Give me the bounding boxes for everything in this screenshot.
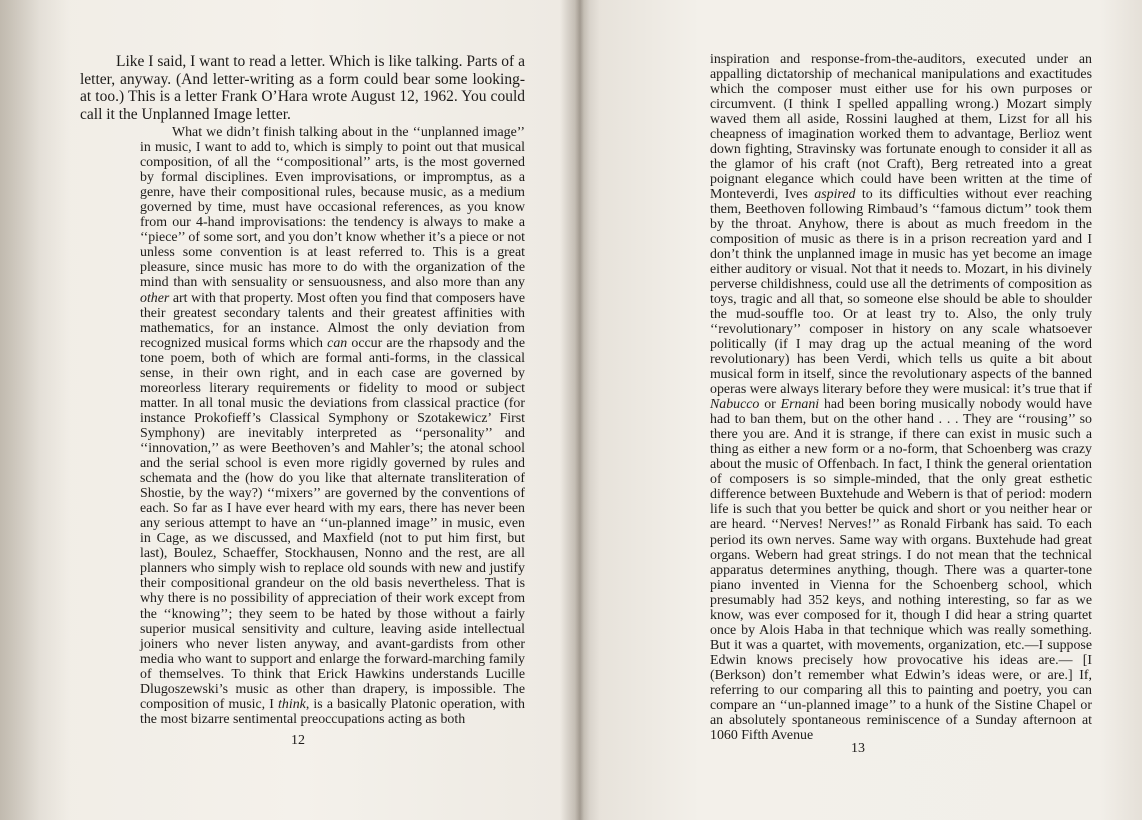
continuation-italic: Ernani	[780, 397, 820, 413]
letter-quote-paragraph	[140, 125, 525, 727]
right-page	[580, 0, 1142, 820]
continuation-text: or	[759, 397, 781, 413]
quote-text: art with that property. Most often you find that composers have their greatest secondary talents and their greatest affinities with mathematics, for an instance. Almost the only deviation from recognized musical forms which	[140, 290, 525, 351]
quote-text: occur are the rhapsody and the tone poem, both of which are formal anti-forms, in the classical sense, in their own right, and in each case are governed by moreorless literary requirements or fidelity to mood or subject matter. In all tonal music the deviations from classical practice (for instance Prokofieff’s Classical Symphony or Szotakewicz’ First Symphony) are inevitably interpreted as ‘‘personality’’ and ‘‘innovation,’’ as were Beethoven’s and Mahler’s; the atonal school and the serial school is even more rigidly governed by rules and schemata and the (how do you like that alternate transliteration of Shostie, by the way?) ‘‘mixers’’ are governed by the conventions of each. So far as I have ever heard with my ears, there has never been any serious attempt to have an ‘‘un-planned image’’ in music, even in Cage, as we discussed, and Maxfield (not to put him first, but last), Boulez, Schaeffer, Stockhausen, Nonno and the rest, are all planners who simply wish to replace old sounds with new and justify their compositional grandeur on the old basis nevertheless. That is why there is no possibility of appreciation of their work except from the ‘‘knowing’’; they seem to be hated by those without a fairly superior musical sensitivity and culture, leaving aside intellectual joiners who never listen anyway, and avant-gardists from other media who want to support and enlarge the forward-marching family of themselves. To think that Erick Hawkins understands Lucille Dlugoszewski’s music as other than drapery, is impossible. The composition of music, I	[140, 335, 525, 712]
continuation-text: had been boring musically nobody would have had to ban them, but on the other hand . . . They are ‘‘rousing’’ so there you are. And it is strange, if there can exist in music such a thing as either a new form or a no-form, that Schoenberg was crazy about the music of Offenbach. In fact, I think the general orientation of composers is so simple-minded, that the only great esthetic difference between Buxtehude and Webern is that of period: modern life is such that you better be quick and short or you neither hear or are heard. ‘‘Nerves! Nerves!’’ as Ronald Firbank has said. To each period its own nerves. Same way with organs. Buxtehude had great organs. Webern had great strings. I do not mean that the technical apparatus determines anything, though. There was a quarter-tone piano invented in Vienna for the Schoenberg school, which presumably had 352 keys, and nothing interesting, so far as we know, was ever composed for it, though I did hear a string quartet once by Alois Haba in that technique which was really something. But it was a quartet, with movements, organization, etc.—I suppose Edwin knows precisely how provocative his ideas are.— [I (Berkson) don’t remember what Edwin’s ideas were, or are.] If, referring to our comparing all this to painting and poetry, you can compare an ‘‘un-planned image’’ to a hunk of the Sistine Chapel or an absolutely spontaneous reminiscence of a Sunday afternoon at 1060 Fifth Avenue	[710, 397, 1092, 743]
letter-continuation-paragraph	[710, 52, 1092, 743]
page-number-right: 13	[851, 741, 865, 756]
quote-italic: can	[327, 335, 348, 351]
intro-paragraph: Like I said, I want to read a letter. Which is like talking. Parts of a letter, anyway. (And letter-writing as a form could bear some looking-at too.) This is a letter Frank O’Hara wrote August 12, 1962. You could call it the Unplanned Image letter.	[80, 53, 525, 123]
continuation-italic: aspired	[814, 187, 856, 203]
continuation-italic: Nabucco	[710, 397, 760, 413]
quote-text: , is a basically Platonic operation, with the most bizarre sentimental preoccupations acting as both	[140, 696, 526, 727]
continuation-text: to its difficulties without ever reaching them, Beethoven following Rimbaud’s ‘‘famous dictum’’ took them by the throat. Anyhow, there is about as much freedom in the composition of music as there is in a prison recreation yard and I don’t think the unplanned image in music has yet become an image either auditory or visual. Not that it needs to. Mozart, in his divinely perverse childishness, could use all the detriments of composition as toys, tragic and all that, so someone else should be able to shoulder the mud-souffle too. Or at least try to. Also, the only truly ‘‘revolutionary’’ composer in history on any scale whatsoever politically (if I may drag up the actual meaning of the word revolutionary) has been Verdi, which tells us quite a bit about musical form in itself, since the revolutionary aspects of the banned operas were always literary before they were musical: it’s true that if	[710, 187, 1092, 398]
quote-italic: other	[140, 290, 170, 306]
quote-italic: think	[278, 696, 306, 712]
page-number-left: 12	[291, 733, 305, 748]
continuation-text: inspiration and response-from-the-auditors, executed under an appalling dictatorship of mechanical manipulations and exactitudes which the composer must either use for his own purposes or circumvent. (I think I spelled appalling wrong.) Mozart simply waved them all aside, Rossini laughed at them, Lizst for all his cheapness of imagination worked them to advantage, Berlioz went down fighting, Stravinsky was fortunate enough to consider it all as the glamor of his craft (not Craft), Berg retreated into a great poignant elegance which could have been written at the time of Monteverdi, Ives	[710, 52, 1092, 203]
quote-text: What we didn’t finish talking about in the ‘‘unplanned image’’ in music, I want to add to, which is simply to point out that musical composition, of all the ‘‘compositional’’ arts, is the most governed by formal disciplines. Even improvisations, or impromptus, as a genre, have their compositional rules, because music, as a medium governed by time, must have occasional references, as you know from our 4-hand improvisations: the tendency is always to make a ‘‘piece’’ of some sort, and you don’t know whether it’s a piece or not unless some convention is at least referred to. This is a great pleasure, since music has more to do with the organization of the mind than with sensuality or sensuousness, and also more than any	[140, 125, 525, 291]
